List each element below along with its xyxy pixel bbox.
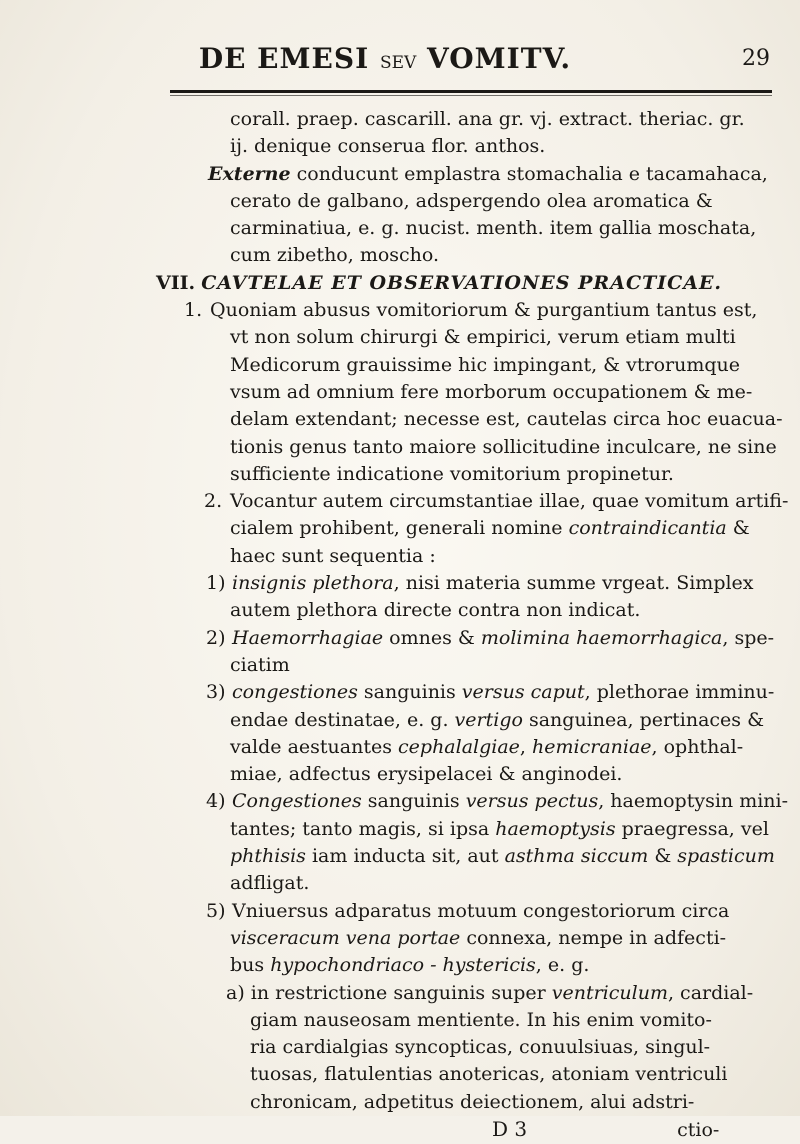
text-line: valde aestuantes cephalalgiae, hemicraniae, ophthal- — [230, 735, 744, 758]
text-line: cum zibetho, moscho. — [230, 244, 440, 267]
text-line: autem plethora directe contra non indicat. — [230, 599, 641, 622]
header-rule — [170, 90, 772, 93]
list-item: a) in restrictione sanguinis super ventriculum, cardial- — [226, 981, 754, 1004]
text-line: corall. praep. cascarill. ana gr. vj. extract. theriac. gr. — [230, 108, 745, 130]
header-rule-thin — [170, 95, 772, 96]
text-line: cerato de galbano, adspergendo olea aromatica & — [230, 189, 713, 212]
text-line: tantes; tanto magis, si ipsa haemoptysis praegressa, vel — [230, 817, 769, 840]
signature-mark: D 3 — [492, 1116, 528, 1141]
text-line: vsum ad omnium fere morborum occupationem & me- — [230, 380, 753, 403]
running-head — [170, 42, 770, 82]
text-line: bus hypochondriaco - hystericis, e. g. — [230, 954, 590, 977]
list-item: 2) Haemorrhagiae omnes & molimina haemorrhagica, spe- — [206, 626, 775, 649]
page-footer — [100, 1116, 790, 1143]
text-line: haec sunt sequentia : — [230, 544, 436, 567]
catchword: ctio- — [677, 1118, 720, 1141]
page-number: 29 — [742, 46, 770, 71]
text-line: miae, adfectus erysipelacei & anginodei. — [230, 763, 623, 786]
text-line: ria cardialgias syncopticas, conuulsiuas, singul- — [250, 1036, 711, 1059]
text-line: Externe conducunt emplastra stomachalia e tacamahaca, — [208, 162, 768, 185]
section-title: CAVTELAE ET OBSERVATIONES PRACTICAE. — [201, 271, 723, 294]
text-line: adfligat. — [230, 872, 310, 895]
running-title — [170, 42, 600, 75]
title-part-3: VOMITV. — [427, 42, 572, 75]
list-item: 5) Vniuersus adparatus motuum congestoriorum circa — [206, 899, 730, 922]
text-line: tionis genus tanto maiore sollicitudine inculcare, ne sine — [230, 435, 777, 458]
text-line: ij. denique conserua flor. anthos. — [230, 135, 546, 158]
section-number: VII. — [156, 271, 196, 294]
text-line: sufficiente indicatione vomitorium propinetur. — [230, 462, 674, 485]
text-line: giam nauseosam mentiente. In his enim vomito- — [250, 1008, 712, 1031]
text-line: visceracum vena portae connexa, nempe in adfecti- — [230, 926, 727, 949]
text-line: 2. Vocantur autem circumstantiae illae, quae vomitum artifi- — [204, 490, 789, 513]
text-line: vt non solum chirurgi & empirici, verum etiam multi — [230, 326, 736, 349]
text-line: phthisis iam inducta sit, aut asthma siccum & spasticum — [230, 845, 775, 868]
text-line: ciatim — [230, 653, 290, 676]
text-line: endae destinatae, e. g. vertigo sanguinea, pertinaces & — [230, 708, 764, 731]
text-line: 1. Quoniam abusus vomitoriorum & purgantium tantus est, — [184, 299, 758, 322]
list-item: 3) congestiones sanguinis versus caput, plethorae imminu- — [206, 681, 775, 704]
list-item: 1) insignis plethora, nisi materia summe vrgeat. Simplex — [206, 572, 754, 595]
text-line: chronicam, adpetitus deiectionem, alui adstri- — [250, 1090, 695, 1113]
text-line: delam extendant; necesse est, cautelas circa hoc euacua- — [230, 408, 783, 431]
title-part-1: DE EMESI — [198, 42, 370, 75]
text-line: cialem prohibent, generali nomine contraindicantia & — [230, 517, 750, 540]
title-part-2: SEV — [379, 53, 417, 73]
text-line: Medicorum grauissime hic impingant, & vtrorumque — [230, 353, 740, 376]
list-item: 4) Congestiones sanguinis versus pectus, haemoptysin mini- — [206, 790, 789, 813]
text-line: tuosas, flatulentias anotericas, atoniam ventriculi — [250, 1063, 728, 1086]
body-text — [100, 106, 790, 1143]
section-heading — [100, 270, 790, 297]
text-line: carminatiua, e. g. nucist. menth. item gallia moschata, — [230, 217, 757, 240]
